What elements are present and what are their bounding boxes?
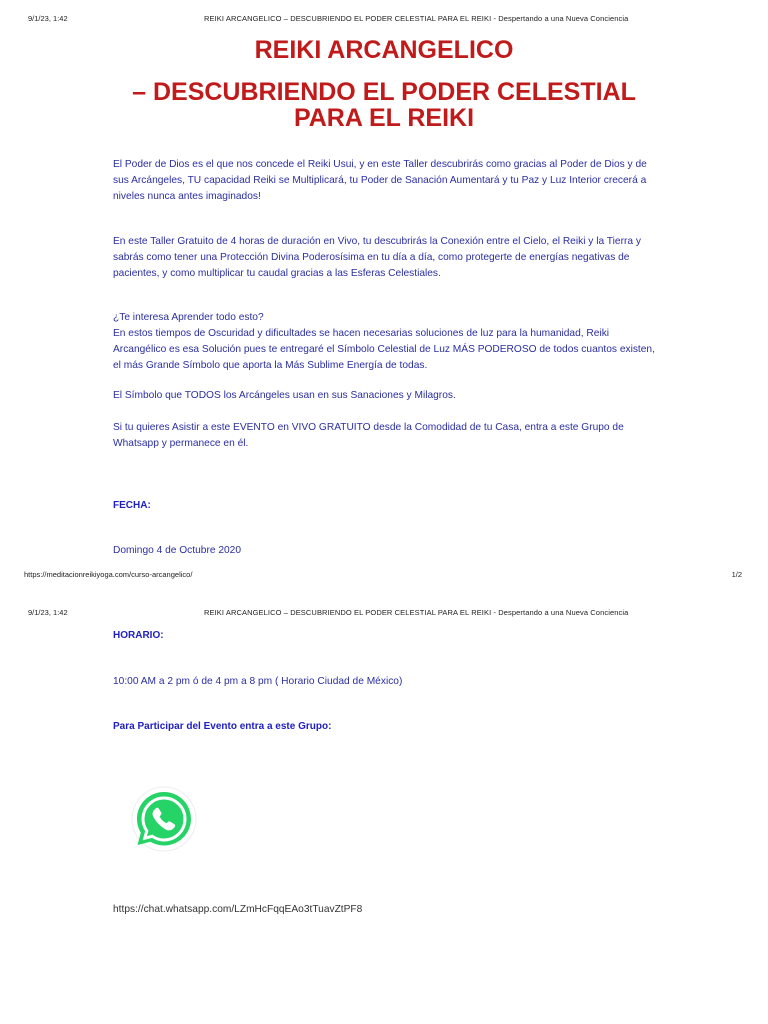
taller-paragraph: En este Taller Gratuito de 4 horas de duración en Vivo, tu descubrirás la Conexión entre el Cielo, el Reiki y la Tierra y sabrás como tener una Protección Divina Poderosísima en tu día a día, como protegerte de energías negativas de pacientes, y como multiplicar tu caudal gracias a las Esferas Celestiales. — [113, 236, 641, 279]
print-footer-url: https://meditacionreikiyoga.com/curso-arcangelico/ — [24, 570, 193, 579]
page-title-line-1: REIKI ARCANGELICO — [254, 36, 514, 64]
whatsapp-logo-svg — [131, 786, 197, 852]
symbol-paragraph: El Símbolo que TODOS los Arcángeles usan en sus Sanaciones y Milagros. — [113, 390, 456, 401]
page-title-line-2: – DESCUBRIENDO EL PODER CELESTIAL — [132, 78, 636, 106]
horario-label: HORARIO: — [113, 630, 164, 641]
print-header-title: REIKI ARCANGELICO – DESCUBRIENDO EL PODER CELESTIAL PARA EL REIKI - Despertando a una Nueva Conciencia — [204, 14, 629, 23]
fecha-value: Domingo 4 de Octubre 2020 — [113, 545, 241, 556]
fecha-label: FECHA: — [113, 500, 151, 511]
print-header-date-2: 9/1/23, 1:42 — [28, 608, 68, 617]
print-header-date: 9/1/23, 1:42 — [28, 14, 68, 23]
solution-paragraph: En estos tiempos de Oscuridad y dificultades se hacen necesarias soluciones de luz para la humanidad, Reiki Arcangélico es esa Solución pues te entregaré el Símbolo Celestial de Luz MÁS PODEROSO de todos cuantos existen, el más Grande Símbolo que aporta la Más Sublime Energía de todas. — [113, 328, 655, 371]
print-footer-page: 1/2 — [731, 570, 742, 579]
invite-paragraph: Si tu quieres Asistir a este EVENTO en VIVO GRATUITO desde la Comodidad de tu Casa, entra a este Grupo de Whatsapp y permanece en él. — [113, 422, 624, 449]
horario-value: 10:00 AM a 2 pm ó de 4 pm a 8 pm ( Horario Ciudad de México) — [113, 676, 403, 687]
whatsapp-icon[interactable] — [131, 786, 197, 852]
print-header-title-2: REIKI ARCANGELICO – DESCUBRIENDO EL PODER CELESTIAL PARA EL REIKI - Despertando a una Nueva Conciencia — [204, 608, 629, 617]
participar-label: Para Participar del Evento entra a este Grupo: — [113, 721, 332, 732]
whatsapp-group-link[interactable]: https://chat.whatsapp.com/LZmHcFqqEAo3tTuavZtPF8 — [113, 904, 363, 915]
question-line: ¿Te interesa Aprender todo esto? — [113, 312, 264, 323]
intro-paragraph: El Poder de Dios es el que nos concede el Reiki Usui, y en este Taller descubrirás como gracias al Poder de Dios y de sus Arcángeles, TU capacidad Reiki se Multiplicará, tu Poder de Sanación Aumentará y tu Paz y Luz Interior crecerá a niveles nunca antes imaginados! — [113, 159, 647, 202]
page-title-line-3: PARA EL REIKI — [293, 104, 475, 132]
